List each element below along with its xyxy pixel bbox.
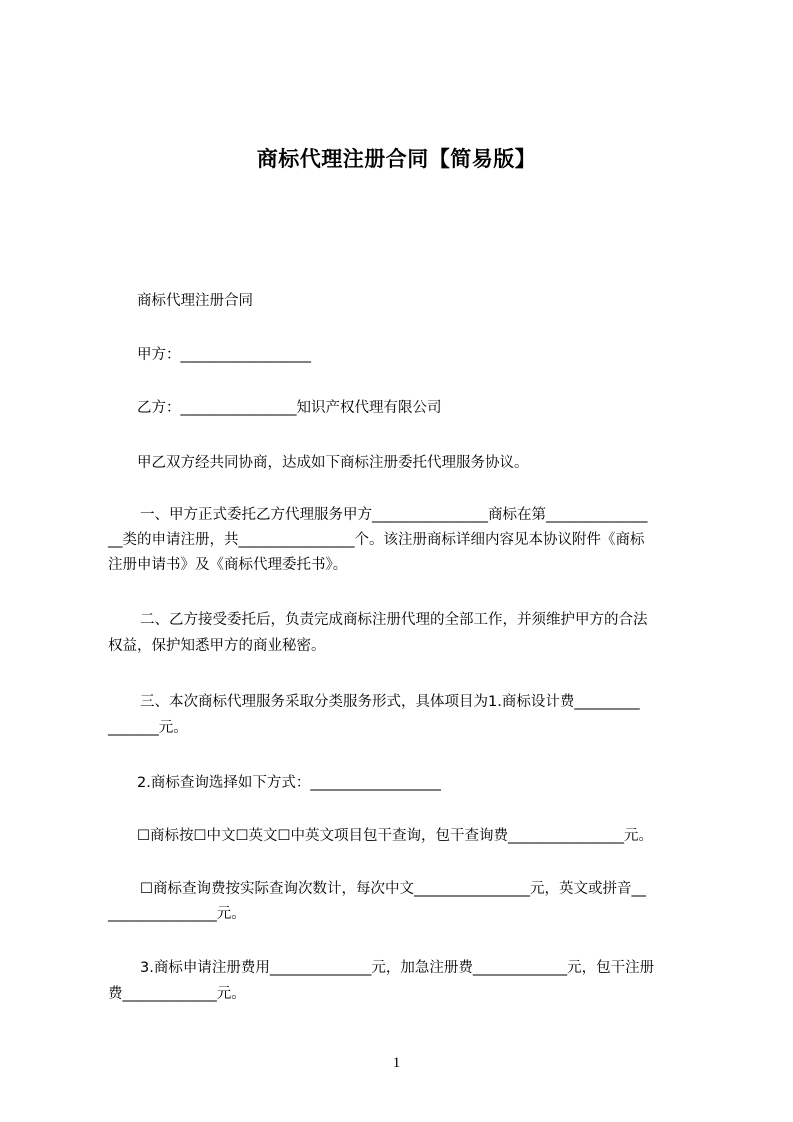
checkbox-option-line: _______________元。	[108, 906, 246, 922]
clause-1-line: __类的申请注册，共________________个。该注册商标详细内容见本协议附件《商标	[108, 532, 645, 548]
page-number: 1	[392, 1055, 401, 1071]
document-title: 商标代理注册合同【简易版】	[256, 147, 537, 171]
subtitle-line: 商标代理注册合同	[137, 293, 253, 309]
clause-3-line: 三、本次商标代理服务采取分类服务形式，具体项目为1.商标设计费_________	[140, 694, 640, 710]
item-3-line: 费_____________元。	[108, 986, 246, 1002]
preamble-line: 甲乙双方经共同协商，达成如下商标注册委托代理服务协议。	[137, 455, 529, 471]
clause-2-line: 二、乙方接受委托后，负责完成商标注册代理的全部工作，并须维护甲方的合法	[140, 612, 648, 628]
checkbox-option-line: ☐商标按☐中文☐英文☐中英文项目包干查询，包干查询费________________元。	[137, 828, 653, 844]
clause-1-line: 注册申请书》及《商标代理委托书》。	[108, 557, 348, 573]
item-3-line: 3.商标申请注册费用______________元，加急注册费_____________元，包干注册	[140, 960, 655, 976]
clause-3-line: _______元。	[108, 720, 188, 736]
item-2-line: 2.商标查询选择如下方式：__________________	[137, 775, 441, 791]
clause-2-line: 权益，保护知悉甲方的商业秘密。	[108, 638, 326, 654]
clause-1-line: 一、甲方正式委托乙方代理服务甲方________________商标在第______________	[140, 507, 648, 523]
party-a-line: 甲方：__________________	[137, 347, 311, 363]
party-b-line: 乙方：________________知识产权代理有限公司	[137, 400, 442, 416]
checkbox-option-line: ☐商标查询费按实际查询次数计，每次中文________________元，英文或拼音__	[140, 881, 646, 897]
